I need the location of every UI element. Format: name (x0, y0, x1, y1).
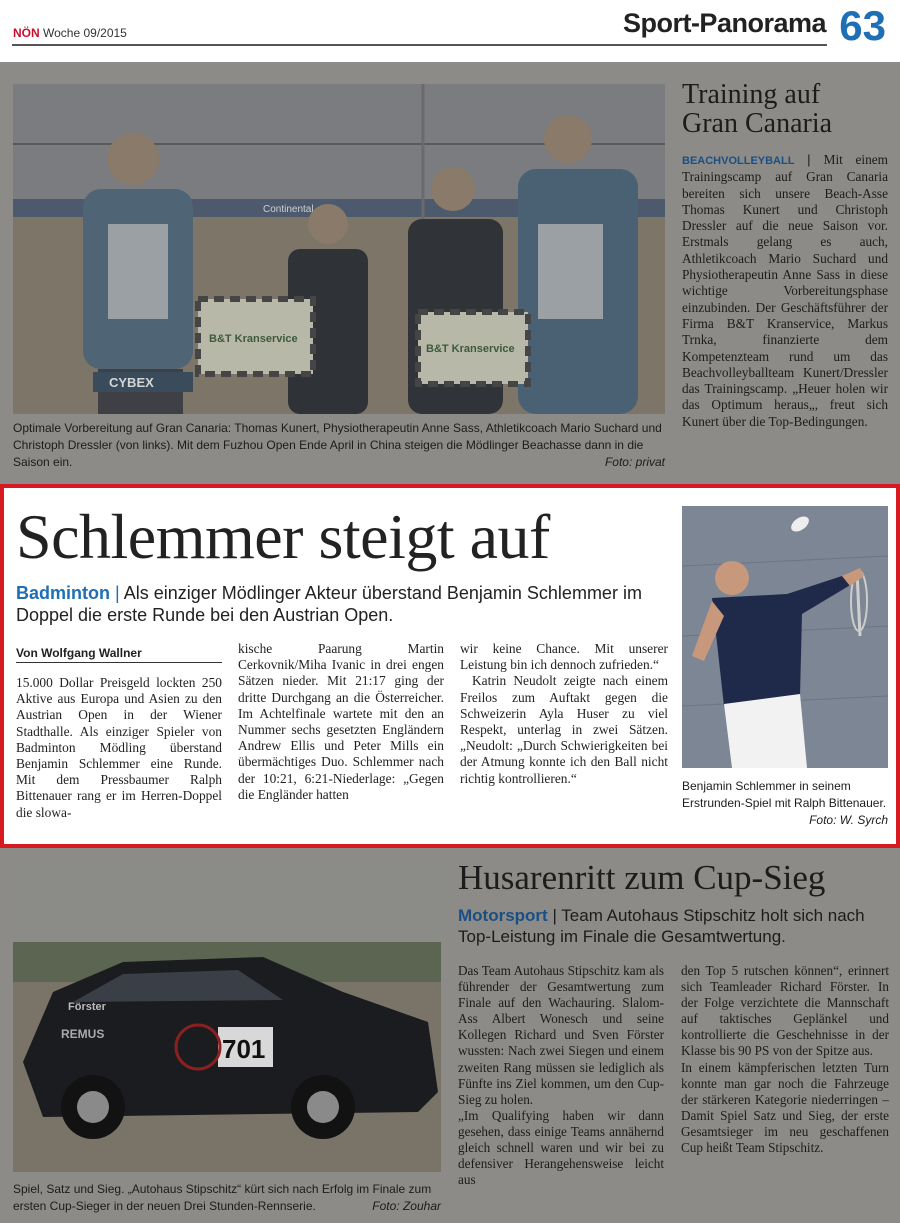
article-column-1: 15.000 Dollar Preisgeld lockten 250 Aktive aus Europa und Asien zu den Austrian Open in der Wiener Stadthalle. Als einziger Spieler von Badminton Mödling überstand Benjamin Schlemmer eine Runde. Mit dem Pressbaumer Ralph Bittenauer rang er im Herren-Doppel die slowa- (16, 675, 222, 820)
article-column-2: kische Paarung Martin Cerkovnik/Miha Ivanic in drei engen Sätzen nieder. Mit 21:17 ging der dritte Durchgang an die Österreicher. Im Achtelfinale wartete mit den an Nummer sechs gesetzten Engländern Andrew Ellis und Peter Mills ein übermächtiges Duo. Schlemmer nach der 10:21, 6:21-Niederlage: „Gegen die Engländer hatten (238, 641, 444, 802)
top-photo-caption (13, 420, 665, 471)
banner-text: Continental (263, 204, 314, 215)
top-article-body: BEACHVOLLEYBALL | Mit einem Trainingscamp auf Gran Canaria bereiten sich unsere Beach-Asse Thomas Kunert und Christoph Dressler auf die neue Saison vor. Erstmals gelang es auch, Athletikcoach Mario Suchard und Physiotherapeutin Anne Sass in diese wichtige Vorbereitungsphase einzubinden. Der Geschäftsführer der Firma B&T Kranservice, Markus Trnka, finanzierte dem Kompetenzteam rund um das Beachvolleyballteam Kunert/Dressler das Trainingscamp. „Heuer holen wir das Optimum heraus„, freut sich Kunert über die Top-Bedingungen. (682, 152, 888, 429)
caption-text: Optimale Vorbereitung auf Gran Canaria: Thomas Kunert, Physiotherapeutin Anne Sass, Athletikcoach Mario Suchard und Christoph Dressler (von links). Mit dem Fuzhou Open Ende April in China steigen die Mödlinger Beachasse dann in die Saison ein. (13, 421, 662, 469)
article-deck: Badminton | Als einziger Mödlinger Akteur überstand Benjamin Schlemmer im Doppel die erste Runde bei den Austrian Open. (16, 583, 642, 625)
brand-name: NÖN (13, 26, 40, 40)
bottom-article-deck: Motorsport | Team Autohaus Stipschitz holt sich nach Top-Leistung im Finale die Gesamtwertung. (458, 906, 865, 946)
car-sponsor: REMUS (61, 1027, 105, 1041)
issue-label: Woche 09/2015 (43, 26, 127, 40)
caption-text: Benjamin Schlemmer in seinem Erstrunden-Spiel mit Ralph Bittenauer. (682, 779, 887, 810)
page-header (0, 0, 900, 62)
photo-credit: Foto: W. Syrch (809, 813, 888, 827)
article-column-3 (460, 641, 668, 787)
issue-info (13, 26, 127, 40)
bottom-article-title: Husarenritt zum Cup-Sieg (458, 858, 826, 897)
title-line-1: Training auf (682, 79, 821, 110)
sign-text-left: B&T Kranservice (209, 333, 298, 345)
article-kicker: Motorsport (458, 906, 548, 925)
bottom-column-2: den Top 5 rutschen können“, erinnert sich Teamleader Richard Förster. In der Folge verzichtete die Mannschaft auf taktisches Geplänkel und kontrollierte die Geschehnisse in der Klasse bis 90 PS von der Spitze aus. In einem kämpferischen letzten Turn konnte man gar noch die Fahrzeuge der stärkeren Kategorie niederringen – Damit Spiel Satz und Sieg, der erste Gesamtsieger im neu geschaffenen Cup heißt Team Stipschitz. (681, 963, 889, 1156)
bottom-column-1: Das Team Autohaus Stipschitz kam als führender der Gesamtwertung zum Finale auf den Wachauring. Slalom-Ass Albert Wonesch und seine Kollegen Richard und Sven Förster wussten: Nach zwei Siegen und einem zweiten Rang müssen sie lediglich als Fünfte ins Ziel kommen, um den Cup-Sieg zu holen. „Im Qualifying haben wir dann gesehen, dass einige Teams annähernd gleich schnell waren und wir bei zu defensiver Herangehensweise leicht aus (458, 963, 664, 1188)
team-photo-illustration (13, 84, 665, 414)
title-line-2: Gran Canaria (682, 108, 833, 139)
author-byline: Von Wolfgang Wallner (16, 646, 222, 663)
highlighted-article (0, 484, 900, 848)
column-3-paragraph-1: wir keine Chance. Mit unserer Leistung bin ich dennoch zufrieden.“ (460, 641, 668, 673)
beachvolleyball-photo (13, 84, 665, 414)
bottom-photo-caption (13, 1181, 441, 1215)
photo-credit: Foto: privat (604, 455, 665, 469)
top-article-title (682, 80, 892, 138)
bottom-article-area (0, 848, 900, 1223)
article-kicker: BEACHVOLLEYBALL (682, 155, 795, 167)
sign-text-right: B&T Kranservice (426, 343, 515, 355)
top-article-area (0, 62, 900, 484)
car-decal: Förster (68, 1001, 106, 1013)
body-text: Mit einem Trainingscamp auf Gran Canaria bereiten sich unsere Beach-Asse Thomas Kunert und Christoph Dressler auf die neue Saison vor. Erstmals gelang es auch, Athletikcoach Mario Suchard und Physiotherapeutin Anne Sass in diese wichtige Vorbereitungsphase einzubinden. Der Geschäftsführer der Firma B&T Kranservice, Markus Trnka, finanzierte dem Kompetenzteam rund um das Beachvolleyballteam Kunert/Dressler das Trainingscamp. „Heuer holen wir das Optimum heraus„, freut sich Kunert über die Top-Bedingungen. (682, 152, 888, 429)
badminton-photo (682, 506, 888, 768)
rally-car-illustration (13, 862, 441, 1172)
jersey-text: CYBEX (109, 375, 154, 390)
rally-car-photo (13, 862, 441, 1172)
header-rule (12, 44, 827, 46)
deck-text: Team Autohaus Stipschitz holt sich nach Top-Leistung im Finale die Gesamtwertung. (458, 906, 865, 946)
column-3-paragraph-2: Katrin Neudolt zeigte nach einem Freilos zum Auftakt gegen die Schweizerin Ayla Huser zu viel Respekt, unterlag in zwei Sätzen. „Neudolt: „Durch Schwierigkeiten bei der Atmung konnte ich den Ball nicht richtig kontrollieren.“ (460, 673, 668, 786)
page-number: 63 (839, 2, 886, 49)
article-kicker: Badminton (16, 583, 110, 603)
badminton-illustration (682, 506, 888, 768)
badminton-photo-caption (682, 778, 888, 829)
caption-text: Spiel, Satz und Sieg. „Autohaus Stipschitz“ kürt sich nach Erfolg im Finale zum ersten Cup-Sieger in der neuen Drei Stunden-Rennserie. (13, 1182, 432, 1213)
article-headline: Schlemmer steigt auf (16, 501, 550, 572)
section-title: Sport-Panorama (622, 8, 826, 38)
photo-credit: Foto: Zouhar (372, 1199, 441, 1213)
deck-text: Als einziger Mödlinger Akteur überstand Benjamin Schlemmer im Doppel die erste Runde bei den Austrian Open. (16, 583, 642, 625)
car-number: 701 (222, 1034, 266, 1064)
